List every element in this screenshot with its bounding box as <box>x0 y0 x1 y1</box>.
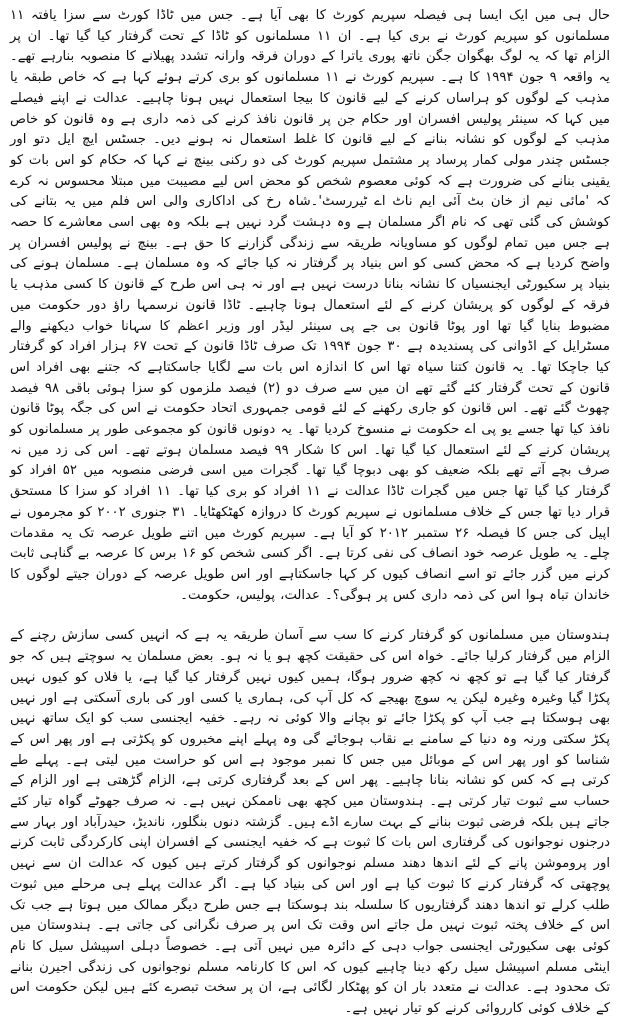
article-paragraph-1: حال ہی میں ایک ایسا ہی فیصلہ سپریم کورٹ کا بھی آیا ہے۔ جس میں ٹاڈا کورٹ سے سزا یافتہ ۱۱ مسلمانوں کو سپریم کورٹ نے بری کیا ہے۔ ان ۱۱ مسلمانوں کو ٹاڈا کے تحت گرفتار کیا گیا تھا۔ ان پر الزام تھا کہ یہ لوگ بھگوان جگن ناتھ پوری یاترا کے دوران فرقہ وارانہ تشدد پھیلانے کا منصوبہ بنارہے تھے۔ یہ واقعہ ۹ جون ۱۹۹۴ کا ہے۔ سپریم کورٹ نے ۱۱ مسلمانوں کو بری کرتے ہوئے کہا ہے کہ خاص طبقہ یا مذہب کے لوگوں کو ہراساں کرنے کے لیے قانون کا بیجا استعمال نہیں ہونا چاہیے۔ عدالت نے اپنے فیصلے میں کہا کہ سینئر پولیس افسران اور حکام جن پر قانون نافذ کرنے کی ذمہ داری ہے وہ قانون کو خاص مذہب کے لوگوں کو نشانہ بنانے کے لیے قانون کا غلط استعمال نہ ہونے دیں۔ جسٹس ایچ ایل دتو اور جسٹس چندر مولی کمار پرساد پر مشتمل سپریم کورٹ کی دو رکنی بینچ نے کہا کہ حکام کو اس بات کو یقینی بنانے کی ضرورت ہے کہ کوئی معصوم شخص کو محض اس لیے مصیبت میں مبتلا محسوس نہ کرے کہ 'مائی نیم از خان بٹ آئی ایم ناٹ اے ٹیررسٹ'۔شاہ رخ کی اداکاری والی اس فلم میں یہ بتانے کی کوشش کی گئی تھی کہ نام اگر مسلمان ہے وہ دہشت گرد نہیں ہے بلکہ وہ بھی اسی معاشرے کا حصہ ہے جس میں تمام لوگوں کو مساویانہ طریقہ سے زندگی گزارنے کا حق ہے۔ بینچ نے پولیس افسران پر واضح کردیا ہے کہ محض کسی کو اس بنیاد پر گرفتار نہ کیا جائے کہ وہ مسلمان ہے۔ مسلمان ہونے کی بنیاد پر سکیورٹی ایجنسیاں کا نشانہ بنانا درست نہیں ہے اور نہ ہی اس طرح کے قانون کا کسی مذہب یا فرقہ کے لوگوں کو پریشان کرنے کے لئے استعمال ہونا چاہیے۔ ٹاڈا قانون نرسمہا راؤ دور حکومت میں مضبوط بنایا گیا تھا اور پوٹا قانون بی جے پی سینئر لیڈر اور وزیر اعظم کا سہانا خواب دیکھنے والے مسٹرایل کے اڈوانی کی پسندیدہ ہے ۳۰ جون ۱۹۹۴ تک صرف ٹاڈا قانون کے تحت ۶۷ ہزار افراد کو گرفتار کیا جاچکا تھا۔ یہ قانون کتنا سیاہ تھا اس کا اندازہ اس بات سے لگایا جاسکتاہے کہ جتنے بھی افراد اس قانون کے تحت گرفتار کئے گئے تھے ان میں سے صرف دو (۲) فیصد ملزموں کو سزا ہوئی باقی ۹۸ فیصد چھوٹ گئے تھے۔ اس قانون کو جاری رکھنے کے لئے قومی جمہوری اتحاد حکومت نے اس کی جگہ پوٹا قانون نافذ کیا تھا جسے یو پی اے حکومت نے منسوخ کردیا تھا۔ یہ دونوں قانون کو مجموعی طور پر مسلمانوں کو پریشان کرنے کے لئے استعمال کیا گیا تھا۔ اس کا شکار ۹۹ فیصد مسلمان ہوتے تھے۔ اس کی زد میں نہ صرف بچے آتے تھے بلکہ ضعیف کو بھی دبوچا گیا تھا۔ گجرات میں اسی فرضی منصوبہ میں ۵۲ افراد کو گرفتار کیا گیا تھا جس میں گجرات ٹاڈا عدالت نے ۱۱ افراد کو بری کیا تھا۔ ۱۱ افراد کو سزا کا مستحق قرار دیا تھا جس کے خلاف مسلمانوں نے سپریم کورٹ کا دروازہ کھٹکھٹایا۔ ۳۱ جنوری ۲۰۰۲ کو مجرموں نے اپیل کی جس کا فیصلہ ۲۶ ستمبر ۲۰۱۲ کو آیا ہے۔ سپریم کورٹ میں اتنے طویل عرصہ تک یہ مقدمات چلے۔ یہ طویل عرصہ خود انصاف کی نفی کرتا ہے۔ اگر کسی شخص کو ۱۶ برس کا عرصہ بے گناہی ثابت کرنے میں گزر جائے تو اسے انصاف کیوں کر کہا جاسکتاہے اور اس طویل عرصہ کے دوران جیتے لوگوں کا خاندان تباہ ہوا اس کی ذمہ داری کس پر ہوگی؟۔ عدالت، پولیس، حکومت۔ <box>10 8 611 603</box>
article-paragraph-2: ہندوستان میں مسلمانوں کو گرفتار کرنے کا سب سے آسان طریقہ یہ ہے کہ انہیں کسی سازش رچنے کے الزام میں گرفتار کرلیا جائے۔ خواہ اس کی حقیقت کچھ ہو یا نہ ہو۔ بعض مسلمان یہ سوچتے ہیں کہ جو گرفتار کیا گیا ہے تو کچھ نہ کچھ ضرور ہوگا، ہمیں کیوں نہیں گرفتار کیا گیا ہے، یا فلاں کو کیوں نہیں پکڑا گیا وغیرہ وغیرہ لیکن یہ سوچ بھیجے کہ کل آپ کی، ہماری یا کسی اور کی باری آسکتی ہے اور نہیں بھی ہوسکتا ہے جب آپ کو پکڑا جائے تو بچانے والا کوئی نہ رہے۔ خفیہ ایجنسی سب کو ایک ساتھ نہیں پکڑ سکتی ورنہ وہ دنیا کے سامنے بے نقاب ہوجائے گی وہ پہلے اپنے مخبروں کو پکڑتی ہے اور پھر اس کے شناسا کو اور پھر اس کے موبائل میں جس کا نمبر موجود ہے اس کو حراست میں لیتی ہے۔ پہلے طے کرتی ہے کہ کس کو نشانہ بنانا چاہیے۔ پھر اس کے بعد گرفتاری کرتی ہے، الزام گڑھتی ہے اور الزام کے حساب سے ثبوت تیار کرتی ہے۔ ہندوستان میں کچھ بھی ناممکن نہیں ہے۔ نہ صرف جھوٹے گواہ تیار کئے جاتے ہیں بلکہ فرضی ثبوت بنانے کے بہت سارے اڈے ہیں۔ گزشتہ دنوں بنگلور، ناندیڑ، حیدرآباد اور بہار سے درجنوں نوجوانوں کی گرفتاری اس بات کا ثبوت ہے کہ خفیہ ایجنسی کے افسران اپنی کارکردگی ثابت کرنے اور پروموشن پانے کے لئے اندھا دھند مسلم نوجوانوں کو گرفتار کرتے ہیں کیوں کہ عدالت ان سے نہیں پوچھتی کہ گرفتار کرنے کا ثبوت کیا ہے اور اس کی بنیاد کیا ہے۔ اگر عدالت پہلے ہی مرحلے میں ثبوت طلب کرلے تو اندھا دھند گرفتاریوں کا سلسلہ بند ہوسکتا ہے جس طرح دیگر ممالک میں ہوتا ہے جب تک اس کے خلاف پختہ ثبوت نہیں مل جاتے اس وقت تک اس پر صرف نگرانی کی جاتی ہے۔ ہندوستان میں کوئی بھی سکیورٹی ایجنسی جواب دہی کے دائرہ میں نہیں آتی ہے۔ خصوصاً دہلی اسپیشل سیل کا نام اینٹی مسلم اسپیشل سیل رکھ دینا چاہیے کیوں کہ اس کا کارنامہ مسلم نوجوانوں کی زندگی اجیرن بنانے تک محدود ہے۔ عدالت نے متعدد بار ان کو پھٹکار لگائی ہے، ان پر سخت تبصرے کئے ہیں لیکن حکومت اس کے خلاف کوئی کارروائی کرنے کو تیار نہیں ہے۔ <box>10 628 610 1017</box>
